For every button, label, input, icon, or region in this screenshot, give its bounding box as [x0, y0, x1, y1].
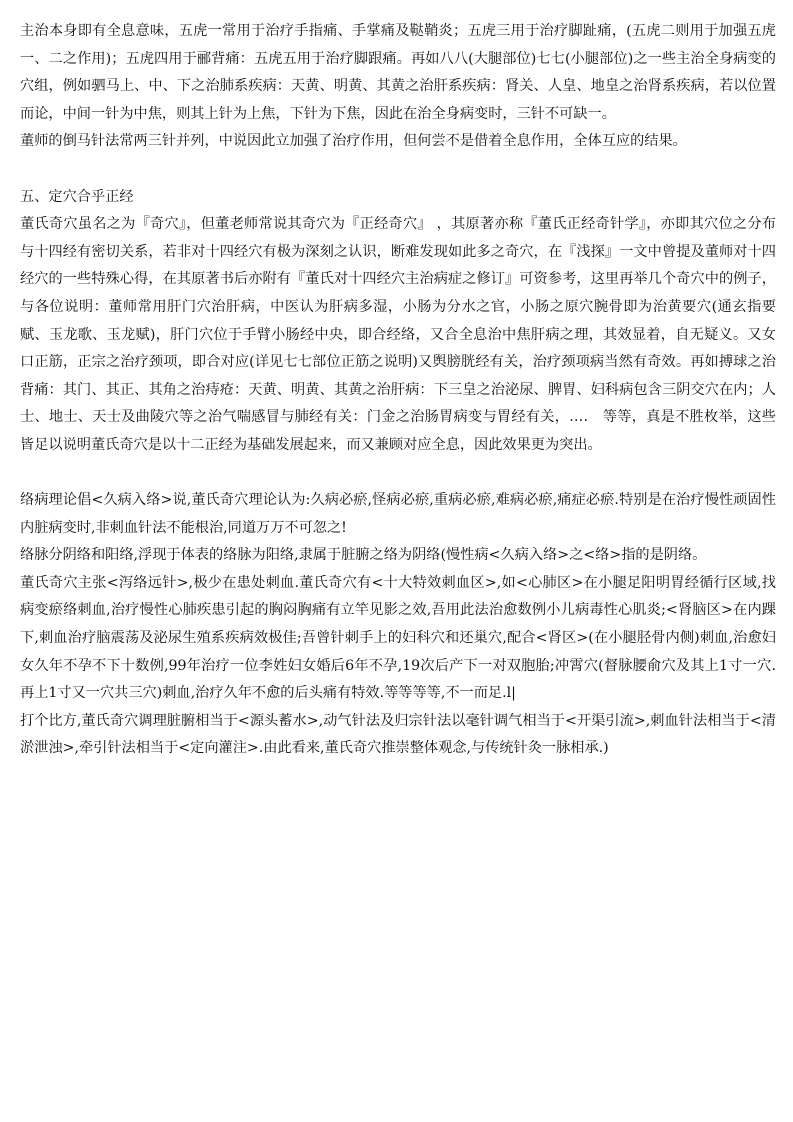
paragraph-daoma-needling: 董师的倒马针法常两三针并列，中说因此立加强了治疗作用，但何尝不是借着全息作用，全体互应的结果。 [20, 133, 687, 150]
paragraph-yin-yang-collaterals: 络脉分阴络和阳络,浮现于体表的络脉为阳络,隶属于脏腑之络为阴络(慢性病<久病入络>之<络>指的是阴络。 [20, 547, 707, 564]
paragraph-wuhu-points: 主治本身即有全息意味，五虎一常用于治疗手指痛、手掌痛及鞑鞘炎；五虎三用于治疗脚趾痛，(五虎二则用于加强五虎一、二之作用)；五虎四用于郦背痛：五虎五用于治疗脚跟痛。再如八八(大腿部位)七七(小腿部位)之一些主治全身病变的穴组，例如驷马上、中、下之治肺系疾病：天黄、明黄、其黄之治肝系疾病：肾关、人皇、地皇之治肾系疾病，若以位置而论，中间一针为中焦，则其上针为上焦，下针为下焦，因此在治全身病变时，三针不可缺一。 [20, 23, 776, 122]
paragraph-meridian-relation: 董氏奇穴虽名之为『奇穴』，但董老师常说其奇穴为『正经奇穴』 ，其原著亦称『董氏正经奇针学』，亦即其穴位之分布与十四经有密切关系，若非对十四经穴有极为深刻之认识，断难发现如此多之奇穴，在『浅探』一文中曾提及董师对十四经穴的一些特殊心得，在其原著书后亦附有『董氏对十四经穴主治病症之修订』可资参考，这里再举几个奇穴中的例子，与各位说明：董师常用肝门穴治肝病，中医认为肝病多湿，小肠为分水之官，小肠之原穴腕骨即为治黄要穴(通玄指要赋、玉龙歌、玉龙赋)，肝门穴位于手臂小肠经中央，即合经络，又合全息治中焦肝病之理，其效显着，自无疑义。又女口正筋，正宗之治疗颈项，即合对应(详见七七部位正筋之说明)又舆膀胱经有关，治疗颈项病当然有奇效。再如搏球之治背痛：其门、其正、其角之治痔疮：天黄、明黄、其黄之治肝病：下三皇之治泌尿、脾胃、妇科病包含三阴交穴在内；人士、地士、天士及曲陵穴等之治气喘感冒与肺经有关：门金之治肠胃病变与胃经有关，…． 等等，真是不胜枚举，这些皆足以说明董氏奇穴是以十二正经为基础发展起来，而又兼顾对应全息，因此效果更为突出。 [20, 216, 776, 453]
paragraph-collateral-theory: 络病理论倡<久病入络>说,董氏奇穴理论认为:久病必瘀,怪病必瘀,重病必瘀,难病必瘀,痛症必瘀.特别是在治疗慢性顽固性内脏病变时,非刺血针法不能根治,同道万万不可忽之! [20, 492, 776, 536]
paragraph-gap [20, 156, 776, 184]
paragraph-analogy: 打个比方,董氏奇穴调理脏腑相当于<源头蓄水>,动气针法及归宗针法以毫针调气相当于<开渠引流>,刺血针法相当于<清淤泄浊>,牵引针法相当于<定向灌注>.由此看来,董氏奇穴推崇整体观念,与传统针灸一脉相承.) [20, 712, 776, 757]
paragraph-bloodletting-zones: 董氏奇穴主张<泻络远针>,极少在患处刺血.董氏奇穴有<十大特效刺血区>,如<心肺区>在小腿足阳明胃经循行区域,找病变瘀络刺血,治疗慢性心肺疾患引起的胸闷胸痛有立竿见影之效,吾用此法治愈数例小儿病毒性心肌炎;<肾脑区>在内踝下,刺血治疗脑震荡及泌尿生殖系疾病效极佳;吾曾针刺手上的妇科穴和还巢穴,配合<肾区>(在小腿胫骨内侧)刺血,治愈妇女久年不孕不下十数例,99年治疗一位李姓妇女婚后6年不孕,19次后产下一对双胞胎;冲霄穴(督脉腰俞穴及其上1寸一穴.再上1寸又一穴共三穴)刺血,治疗久年不愈的后头痛有特效.等等等等,不一而足.l| [20, 574, 776, 702]
section-heading-five: 五、定穴合乎正经 [20, 188, 134, 205]
document-page [20, 18, 776, 763]
paragraph-gap [20, 460, 776, 488]
